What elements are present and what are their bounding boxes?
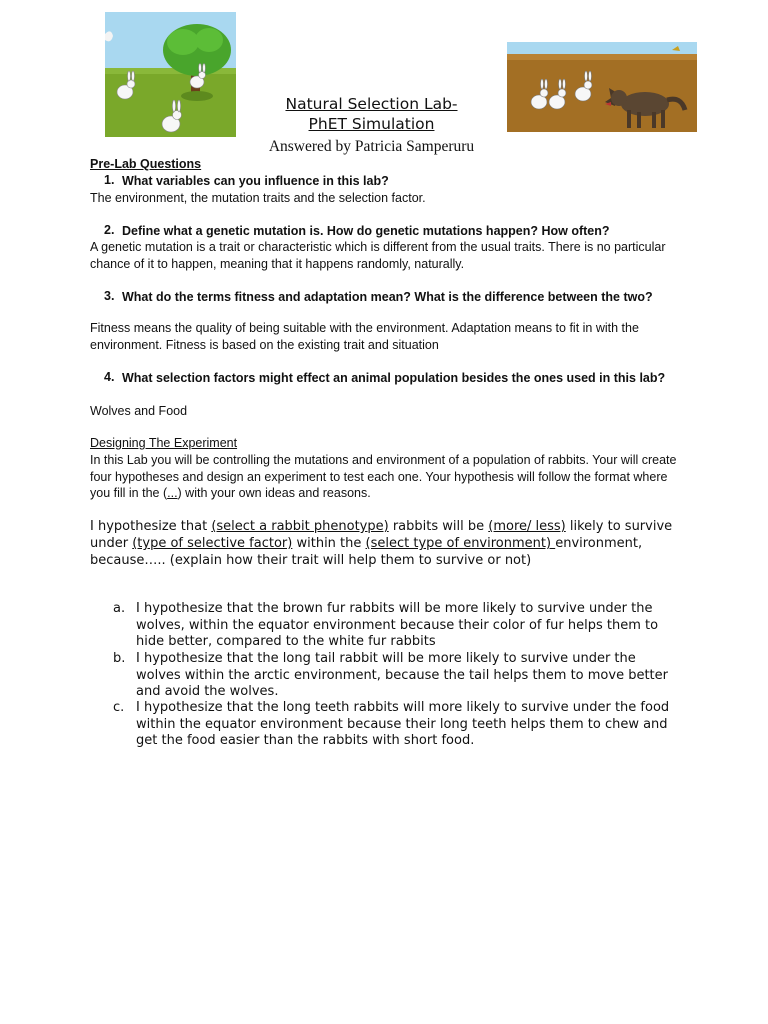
question-number: 4. <box>104 370 115 384</box>
list-text: I hypothesize that the long teeth rabbits will more likely to survive under the food within the equator environment because their long teeth helps them to chew and get the food easier than the rabbits with short food. <box>136 700 670 749</box>
document-title-line1: Natural Selection Lab- <box>285 95 458 113</box>
list-text: I hypothesize that the long tail rabbit will be more likely to survive under the wolves within the arctic environment, because the tail helps them to move better and avoid the wolves. <box>136 651 668 700</box>
rabbits-wolf-illustration <box>507 42 697 132</box>
tree-rabbits-illustration <box>105 12 236 137</box>
question-1 <box>0 173 768 189</box>
question-number: 2. <box>104 223 115 237</box>
answer-2: A genetic mutation is a trait or characteristic which is different from the usual traits. There is no particular chance of it to happen, meaning that it happens randomly, naturally. <box>90 240 666 271</box>
author-line: Answered by Patricia Samperuru <box>268 138 475 155</box>
hypothesis-b <box>0 651 768 701</box>
question-text: What variables can you influence in this lab? <box>122 174 389 188</box>
list-text: I hypothesize that the brown fur rabbits will be more likely to survive under the wolves, within the equator environment because their color of fur helps them to hide better, compared to the white fur rabbits <box>136 601 659 650</box>
list-label: c. <box>113 700 125 715</box>
answer-3: Fitness means the quality of being suitable with the environment. Adaptation means to fit in with the environment. Fitness is based on the existing trait and situation <box>90 321 639 352</box>
rabbits-wolf-image <box>507 42 697 132</box>
hypothesis-template: I hypothesize that (select a rabbit phenotype) rabbits will be (more/ less) likely to survive under (type of selective factor) within the (select type of environment) environment, because….. (explain how their trait will help them to survive or not) <box>90 519 673 568</box>
question-number: 1. <box>104 173 115 187</box>
answer-4: Wolves and Food <box>90 404 188 418</box>
list-label: a. <box>113 601 126 616</box>
document-title-line2: PhET Simulation <box>308 115 435 133</box>
question-text: Define what a genetic mutation is. How do genetic mutations happen? How often? <box>122 224 610 238</box>
list-label: b. <box>113 651 126 666</box>
answer-1: The environment, the mutation traits and the selection factor. <box>90 191 426 205</box>
question-4 <box>0 370 768 402</box>
prelab-heading: Pre-Lab Questions <box>90 157 202 171</box>
question-text: What do the terms fitness and adaptation mean? What is the difference between the two? <box>122 290 653 304</box>
tree-rabbits-image <box>105 12 236 137</box>
question-number: 3. <box>104 289 115 303</box>
question-text: What selection factors might effect an animal population besides the ones used in this lab? <box>122 371 666 385</box>
question-2 <box>0 223 768 239</box>
design-intro: In this Lab you will be controlling the mutations and environment of a population of rabbits. Your will create four hypotheses and design an experiment to test each one. Your hypothesis will follow the format where you fill in the (...) with your own ideas and reasons. <box>90 453 677 500</box>
design-heading: Designing The Experiment <box>90 436 238 450</box>
hypothesis-a <box>0 601 768 651</box>
hypothesis-c <box>0 700 768 750</box>
question-3 <box>0 289 768 321</box>
